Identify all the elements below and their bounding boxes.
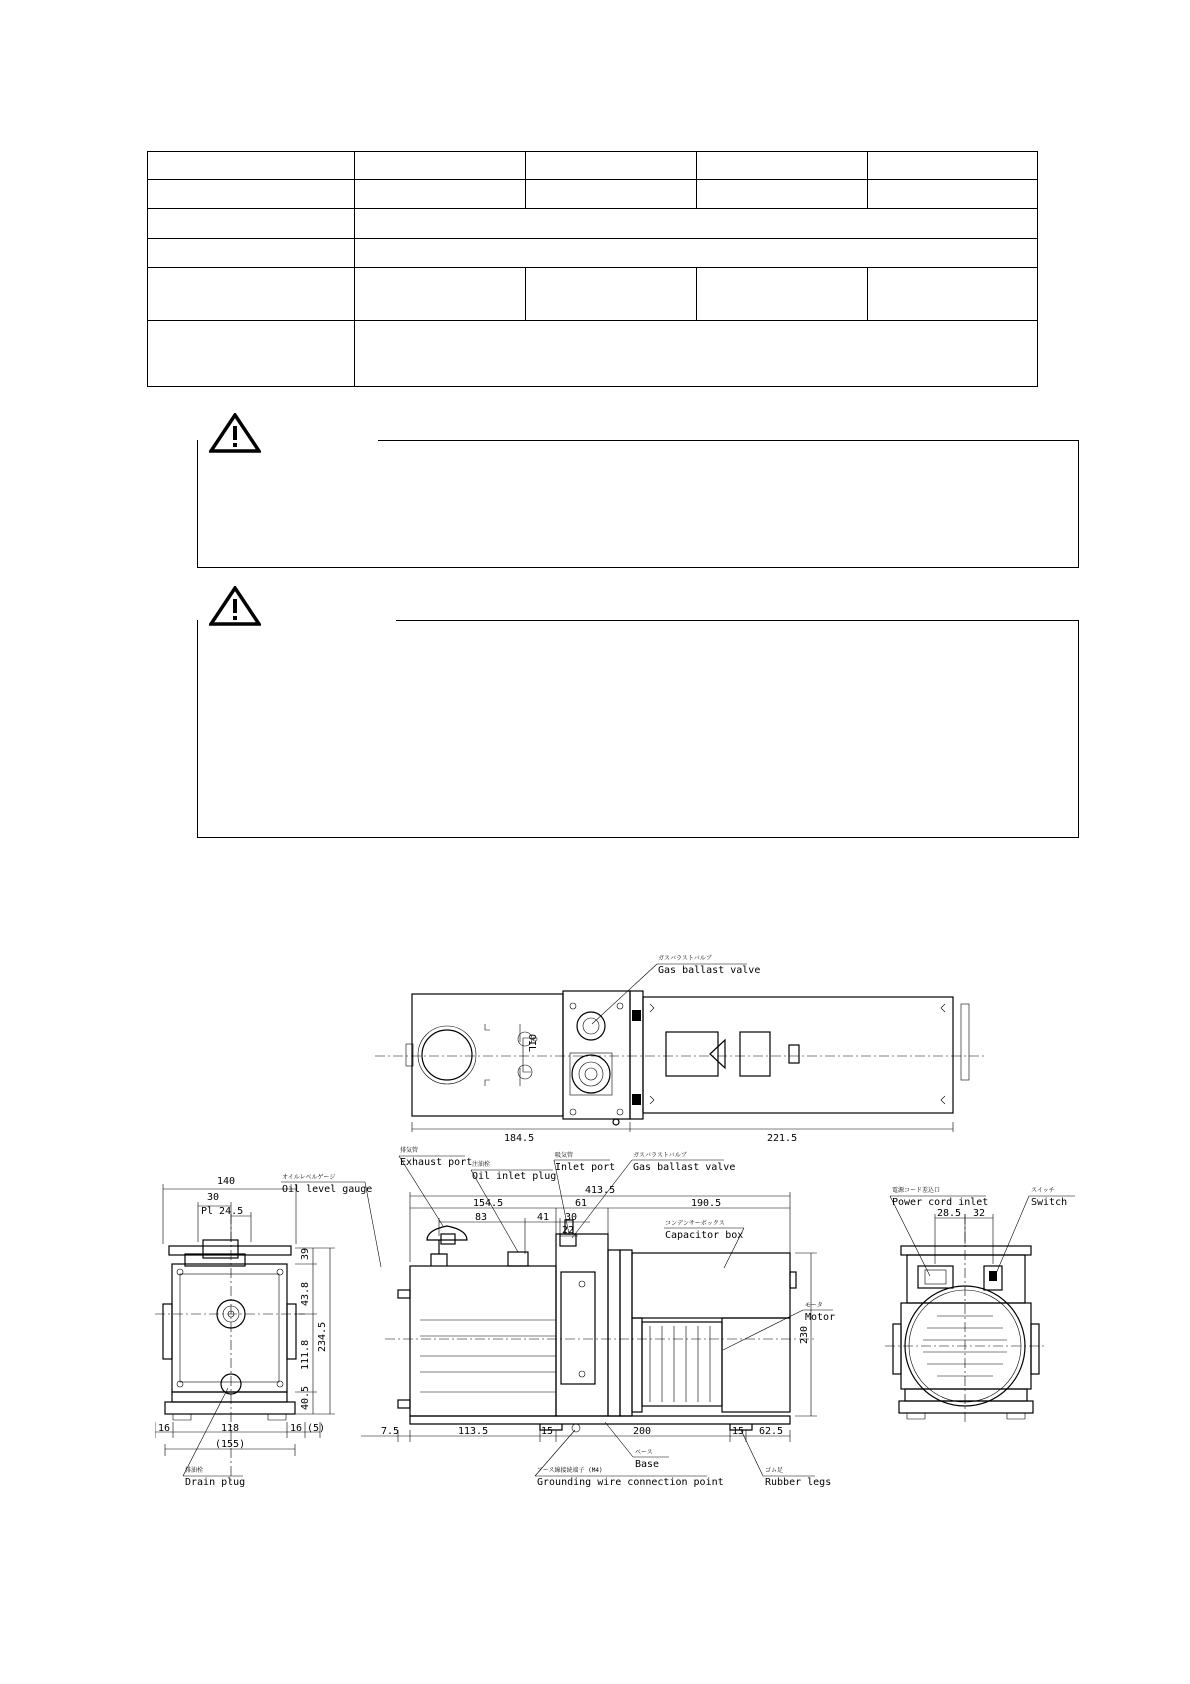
callout-label: Inlet port <box>555 1162 616 1173</box>
warning-box <box>197 620 1079 838</box>
callout-label-jp: ガスバラストバルブ <box>633 1152 687 1159</box>
table-cell <box>697 268 868 321</box>
table-cell <box>355 239 1038 268</box>
dim-label: 7.5 <box>381 1426 400 1437</box>
callout-label: Power cord inlet <box>892 1197 989 1208</box>
table-row <box>148 152 1038 180</box>
table-row <box>148 180 1038 209</box>
table-cell <box>697 152 868 180</box>
table-cell <box>355 209 1038 239</box>
left-view <box>155 1173 381 1488</box>
dim-label: 40.5 <box>300 1385 311 1410</box>
callout-label: Oil level gauge <box>282 1184 373 1195</box>
table-row <box>148 209 1038 239</box>
callout-label: Drain plug <box>185 1477 246 1488</box>
callout-label: Rubber legs <box>765 1477 832 1488</box>
callout-label-jp: アース線接続端子 (M4) <box>537 1467 603 1474</box>
dim-label: (5) <box>307 1423 326 1434</box>
callout-label-jp: 電源コード差込口 <box>892 1187 941 1194</box>
dim-label: 62.5 <box>759 1426 784 1437</box>
spec-table <box>147 151 1038 387</box>
dim-label: 154.5 <box>473 1198 504 1209</box>
callout-label: Gas ballast valve <box>658 965 761 976</box>
dim-label: 118 <box>221 1423 240 1434</box>
dim-label: 184.5 <box>504 1133 535 1144</box>
table-row <box>148 239 1038 268</box>
callout-label-jp: 排油栓 <box>185 1467 204 1474</box>
dim-label: 16 <box>290 1423 303 1434</box>
dim-label: 39 <box>300 1247 311 1260</box>
table-cell <box>355 180 526 209</box>
callout-label-jp: モータ <box>805 1302 823 1309</box>
pump-dimension-drawing <box>155 944 1115 1564</box>
callout-label: Exhaust port <box>400 1157 473 1168</box>
dim-label: 413.5 <box>585 1185 616 1196</box>
dim-label: 190.5 <box>691 1198 722 1209</box>
dim-label: 15 <box>732 1426 745 1437</box>
callout-label-jp: オイルレベルゲージ <box>282 1174 336 1181</box>
dim-label: 41 <box>537 1212 550 1223</box>
warning-box <box>197 440 1079 568</box>
dim-label: 16 <box>158 1423 171 1434</box>
table-cell <box>526 268 697 321</box>
dim-label: 32 <box>973 1208 986 1219</box>
right-view <box>885 1186 1075 1424</box>
dim-label: 30 <box>207 1192 220 1203</box>
oil-label: OIL <box>526 1034 537 1053</box>
table-cell <box>148 152 355 180</box>
callout-label: Base <box>635 1459 660 1470</box>
table-cell <box>526 152 697 180</box>
table-cell <box>148 239 355 268</box>
front-view <box>361 1146 835 1488</box>
callout-label-jp: 注油栓 <box>472 1161 491 1168</box>
dim-label: 200 <box>633 1426 652 1437</box>
dim-label: 15 <box>541 1426 554 1437</box>
table-cell <box>355 268 526 321</box>
dim-label: 113.5 <box>458 1426 489 1437</box>
callout-label: Motor <box>805 1312 836 1323</box>
callout-label-jp: コンデンサーボックス <box>665 1220 725 1227</box>
dim-label: 83 <box>475 1212 488 1223</box>
callout-label-jp: ガスバラストバルブ <box>658 955 712 962</box>
table-cell <box>526 180 697 209</box>
dim-label: 22 <box>562 1225 575 1236</box>
table-cell <box>868 180 1038 209</box>
dim-label: 28.5 <box>937 1208 962 1219</box>
table-cell <box>868 152 1038 180</box>
table-row <box>148 268 1038 321</box>
table-cell <box>148 180 355 209</box>
dim-label: (155) <box>215 1439 246 1450</box>
callout-label: Gas ballast valve <box>633 1162 736 1173</box>
callout-label-jp: 吸気管 <box>555 1152 574 1159</box>
table-cell <box>148 209 355 239</box>
top-view <box>375 954 985 1144</box>
dim-label: 61 <box>575 1198 588 1209</box>
dim-label: 43.8 <box>300 1281 311 1306</box>
callout-label: Grounding wire connection point <box>537 1477 724 1488</box>
dim-label: 111.8 <box>300 1339 311 1370</box>
dim-label: 30 <box>565 1212 578 1223</box>
callout-label-jp: ゴム足 <box>765 1467 784 1474</box>
dim-label: 221.5 <box>767 1133 798 1144</box>
table-cell <box>148 321 355 387</box>
dim-label: 234.5 <box>317 1321 328 1352</box>
table-cell <box>868 268 1038 321</box>
table-cell <box>148 268 355 321</box>
table-row <box>148 321 1038 387</box>
dim-label: Pl 24.5 <box>201 1206 244 1217</box>
callout-label: Oil inlet plug <box>472 1171 557 1182</box>
table-cell <box>355 152 526 180</box>
callout-label-jp: 排気管 <box>400 1147 419 1154</box>
callout-label-jp: スイッチ <box>1031 1187 1055 1194</box>
callout-label: Switch <box>1031 1197 1068 1208</box>
callout-label: Capacitor box <box>665 1230 744 1241</box>
dim-label: 230 <box>799 1325 810 1344</box>
dim-label: 140 <box>217 1176 236 1187</box>
table-cell <box>697 180 868 209</box>
callout-label-jp: ベース <box>635 1449 653 1456</box>
table-cell <box>355 321 1038 387</box>
